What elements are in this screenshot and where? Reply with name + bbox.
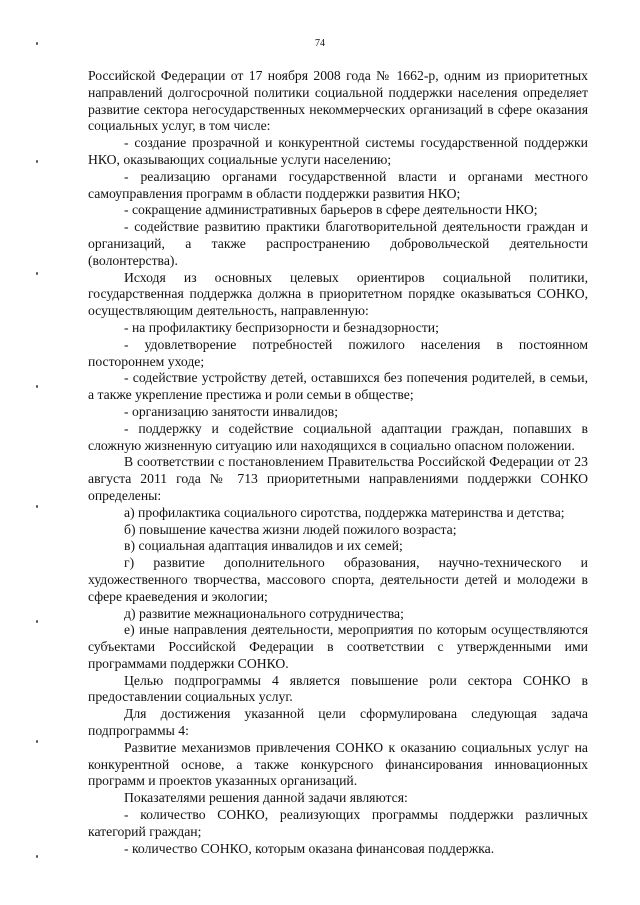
list-item: - содействие устройству детей, оставшихся без попечения родителей, в семьи, а также укрепление престижа и роли семьи в обществе; xyxy=(88,370,588,403)
list-item: - организацию занятости инвалидов; xyxy=(124,403,339,419)
scan-speck xyxy=(36,385,38,388)
paragraph: В соответствии с постановлением Правительства Российской Федерации от 23 августа 2011 года № 713 приоритетными направлениями поддержки СОНКО определены: xyxy=(88,454,588,503)
paragraph: Показателями решения данной задачи являются: xyxy=(124,790,408,806)
list-item: а) профилактика социального сиротства, поддержка материнства и детства; xyxy=(124,504,565,520)
list-item: б) повышение качества жизни людей пожилого возраста; xyxy=(124,521,457,537)
list-item: - создание прозрачной и конкурентной системы государственной поддержки НКО, оказывающих социальные услуги населению; xyxy=(88,135,588,167)
list-item: в) социальная адаптация инвалидов и их семей; xyxy=(124,538,403,554)
list-item: - количество СОНКО, которым оказана финансовая поддержка. xyxy=(124,840,495,856)
scan-speck xyxy=(36,855,38,858)
scan-speck xyxy=(36,740,38,743)
list-item: е) иные направления деятельности, мероприятия по которым осуществляются субъектами Российской Федерации в соответствии с утвержденными ими программами поддержки СОНКО. xyxy=(88,622,588,671)
scan-speck xyxy=(36,620,38,623)
paragraph: Для достижения указанной цели сформулирована следующая задача подпрограммы 4: xyxy=(88,706,588,739)
list-item: - количество СОНКО, реализующих программы поддержки различных категорий граждан; xyxy=(88,807,588,839)
list-item: - сокращение административных барьеров в сфере деятельности НКО; xyxy=(124,202,538,218)
list-item: - на профилактику беспризорности и безнадзорности; xyxy=(124,319,439,335)
scan-speck xyxy=(36,42,38,45)
paragraph: Исходя из основных целевых ориентиров социальной политики, государственная поддержка должна в приоритетном порядке оказываться СОНКО, осуществляющим деятельность, направленную: xyxy=(88,269,588,319)
paragraph: Целью подпрограммы 4 является повышение роли сектора СОНКО в предоставлении социальных услуг. xyxy=(88,672,588,705)
list-item: - реализацию органами государственной власти и органами местного самоуправления программ в области поддержки развития НКО; xyxy=(88,168,588,201)
list-item: г) развитие дополнительного образования, научно-технического и художественного творчества, массового спорта, деятельности детей и молодежи в сфере краеведения и экологии; xyxy=(88,555,588,604)
paragraph: Российской Федерации от 17 ноября 2008 года № 1662-р, одним из приоритетных направлений долгосрочной политики социальной поддержки населения определяет развитие сектора негосударственных некоммерческих организаций в сфере оказания социальных услуг, в том числе: xyxy=(88,68,588,134)
list-item: - содействие развитию практики благотворительной деятельности граждан и организаций, а также распространению добровольческой деятельности (волонтерства). xyxy=(88,219,588,268)
scan-speck xyxy=(36,160,38,163)
page-number: 74 xyxy=(315,38,325,49)
list-item: - удовлетворение потребностей пожилого населения в постоянном постороннем уходе; xyxy=(88,336,588,369)
paragraph: Развитие механизмов привлечения СОНКО к оказанию социальных услуг на конкурентной основе, а также конкурсного финансирования инновационных программ и проектов указанных организаций. xyxy=(88,739,588,789)
scan-speck xyxy=(36,505,38,508)
list-item: д) развитие межнационального сотрудничества; xyxy=(124,605,404,621)
document-body xyxy=(88,68,588,857)
list-item: - поддержку и содействие социальной адаптации граждан, попавших в сложную жизненную ситуацию или находящихся в социально опасном положении. xyxy=(88,420,588,453)
scan-speck xyxy=(36,272,38,275)
